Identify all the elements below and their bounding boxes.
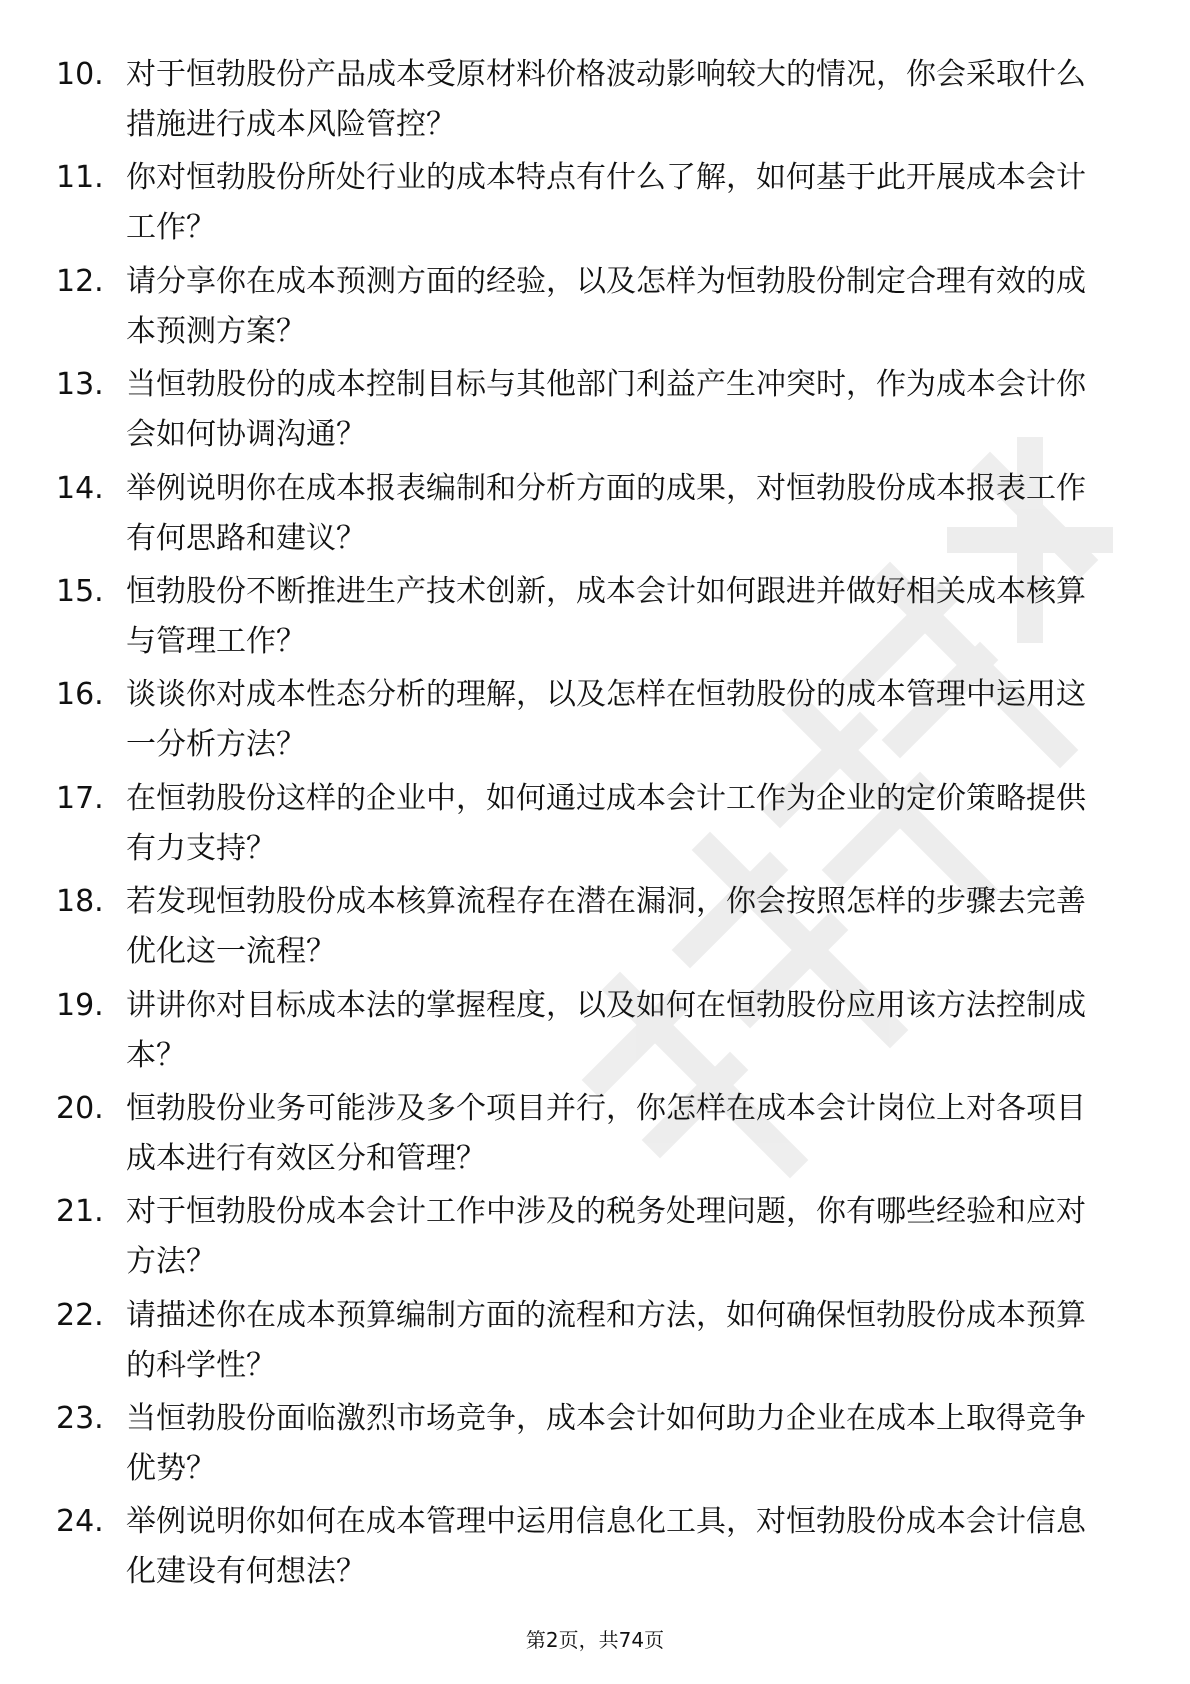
question-number: 11. [56, 160, 104, 196]
question-item [0, 1394, 1190, 1497]
question-number: 22. [56, 1297, 104, 1333]
question-number: 15. [56, 573, 104, 609]
question-text: 当恒勃股份的成本控制目标与其他部门利益产生冲突时，作为成本会计你会如何协调沟通？ [126, 367, 1086, 453]
question-list [0, 50, 1190, 1601]
question-number: 24. [56, 1504, 104, 1540]
question-text: 若发现恒勃股份成本核算流程存在潜在漏洞，你会按照怎样的步骤去完善优化这一流程？ [126, 884, 1086, 970]
question-text: 举例说明你如何在成本管理中运用信息化工具，对恒勃股份成本会计信息化建设有何想法？ [126, 1504, 1086, 1590]
question-number: 19. [56, 987, 104, 1023]
question-number: 23. [56, 1401, 104, 1437]
question-item [0, 257, 1190, 360]
question-item [0, 567, 1190, 670]
question-item [0, 1187, 1190, 1290]
page-number-label: 第2页，共74页 [525, 1628, 665, 1652]
question-number: 12. [56, 263, 104, 299]
question-text: 恒勃股份业务可能涉及多个项目并行，你怎样在成本会计岗位上对各项目成本进行有效区分和管理？ [126, 1090, 1086, 1176]
question-item [0, 1497, 1190, 1600]
question-text: 恒勃股份不断推进生产技术创新，成本会计如何跟进并做好相关成本核算与管理工作？ [126, 573, 1086, 659]
question-number: 18. [56, 884, 104, 920]
question-text: 讲讲你对目标成本法的掌握程度，以及如何在恒勃股份应用该方法控制成本？ [126, 987, 1086, 1073]
question-text: 对于恒勃股份成本会计工作中涉及的税务处理问题，你有哪些经验和应对方法？ [126, 1194, 1086, 1280]
question-number: 14. [56, 470, 104, 506]
question-item [0, 670, 1190, 773]
question-item [0, 1084, 1190, 1187]
question-number: 13. [56, 367, 104, 403]
question-text: 请分享你在成本预测方面的经验，以及怎样为恒勃股份制定合理有效的成本预测方案？ [126, 263, 1086, 349]
page-footer [0, 1625, 1190, 1655]
question-item [0, 153, 1190, 256]
question-number: 17. [56, 780, 104, 816]
question-item [0, 1291, 1190, 1394]
question-text: 在恒勃股份这样的企业中，如何通过成本会计工作为企业的定价策略提供有力支持？ [126, 780, 1086, 866]
question-text: 你对恒勃股份所处行业的成本特点有什么了解，如何基于此开展成本会计工作？ [126, 160, 1086, 246]
question-text: 当恒勃股份面临激烈市场竞争，成本会计如何助力企业在成本上取得竞争优势？ [126, 1401, 1086, 1487]
question-text: 请描述你在成本预算编制方面的流程和方法，如何确保恒勃股份成本预算的科学性？ [126, 1297, 1086, 1383]
question-number: 21. [56, 1194, 104, 1230]
question-text: 谈谈你对成本性态分析的理解，以及怎样在恒勃股份的成本管理中运用这一分析方法？ [126, 677, 1086, 763]
question-item [0, 981, 1190, 1084]
question-item [0, 360, 1190, 463]
question-number: 16. [56, 677, 104, 713]
question-item [0, 774, 1190, 877]
question-text: 对于恒勃股份产品成本受原材料价格波动影响较大的情况，你会采取什么措施进行成本风险管控？ [126, 57, 1086, 142]
question-number: 20. [56, 1090, 104, 1126]
question-item [0, 464, 1190, 567]
question-item [0, 877, 1190, 980]
question-number: 10. [56, 57, 104, 92]
question-item [0, 50, 1190, 153]
question-text: 举例说明你在成本报表编制和分析方面的成果，对恒勃股份成本报表工作有何思路和建议？ [126, 470, 1086, 556]
